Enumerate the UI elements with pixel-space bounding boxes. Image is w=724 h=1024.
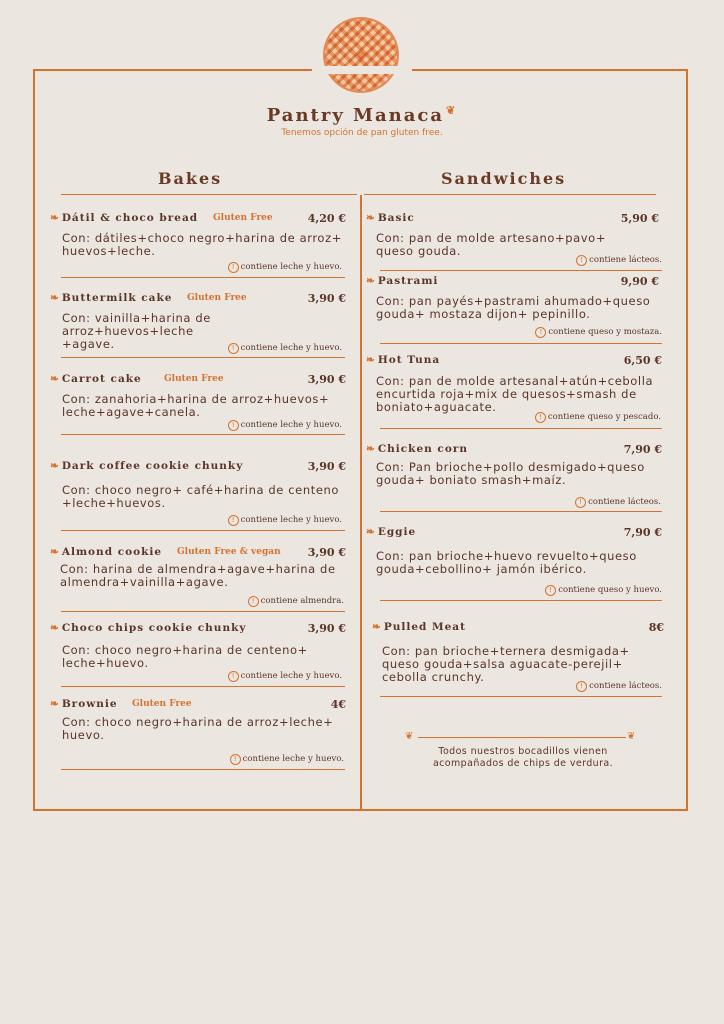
info-icon: ! [535,412,546,423]
sprig-icon: ❧ [366,443,376,455]
item-price: 8€ [648,621,664,634]
item-price: 3,90 € [307,373,346,386]
sprig-icon: ❧ [50,698,60,710]
gluten-free-tag: Gluten Free [213,213,273,223]
sprig-icon: ❧ [372,621,382,633]
sprig-icon: ❧ [366,526,376,538]
item-price: 3,90 € [307,622,346,635]
item-price: 6,50 € [623,354,662,367]
info-icon: ! [535,327,546,338]
column-divider [360,195,362,811]
sprig-icon: ❧ [50,292,60,304]
item-price: 7,90 € [623,526,662,539]
sprig-icon: ❧ [50,546,60,558]
section-divider [61,194,357,195]
footer-divider [418,737,626,738]
info-icon: ! [230,754,241,765]
gluten-free-vegan-tag: Gluten Free & vegan [177,547,281,557]
sprig-icon: ❧ [366,275,376,287]
item-price: 4,20 € [307,212,346,225]
info-icon: ! [228,343,239,354]
item-price: 7,90 € [623,443,662,456]
item-price: 3,90 € [307,292,346,305]
leaf-left-icon: ❦ [405,731,414,742]
footer-note: Todos nuestros bocadillos vienen acompañados de chips de verdura. [432,746,614,769]
info-icon: ! [576,255,587,266]
item-price: 3,90 € [307,460,346,473]
section-divider [364,194,656,195]
item-price: 9,90 € [620,275,659,288]
sprig-icon: ❧ [50,212,60,224]
info-icon: ! [228,671,239,682]
leaf-right-icon: ❦ [627,731,636,742]
section-title-sandwiches: Sandwiches [441,169,567,188]
menu-title: Pantry Manaca ❦ [266,104,458,126]
info-icon: ! [228,420,239,431]
menu-subtitle: Tenemos opción de pan gluten free. [281,128,443,138]
sprig-icon: ❧ [366,354,376,366]
sprig-icon: ❧ [50,373,60,385]
info-icon: ! [545,585,556,596]
item-price: 3,90 € [307,546,346,559]
info-icon: ! [575,497,586,508]
sprig-icon: ❧ [50,460,60,472]
info-icon: ! [248,596,259,607]
leaf-icon: ❦ [446,104,458,117]
item-price: 5,90 € [620,212,659,225]
gluten-free-tag: Gluten Free [187,293,247,303]
gluten-free-tag: Gluten Free [132,699,192,709]
item-price: 4€ [330,698,346,711]
gluten-free-tag: Gluten Free [164,374,224,384]
info-icon: ! [228,515,239,526]
sprig-icon: ❧ [366,212,376,224]
sprig-icon: ❧ [50,622,60,634]
info-icon: ! [576,681,587,692]
section-title-bakes: Bakes [158,169,223,188]
info-icon: ! [228,262,239,273]
